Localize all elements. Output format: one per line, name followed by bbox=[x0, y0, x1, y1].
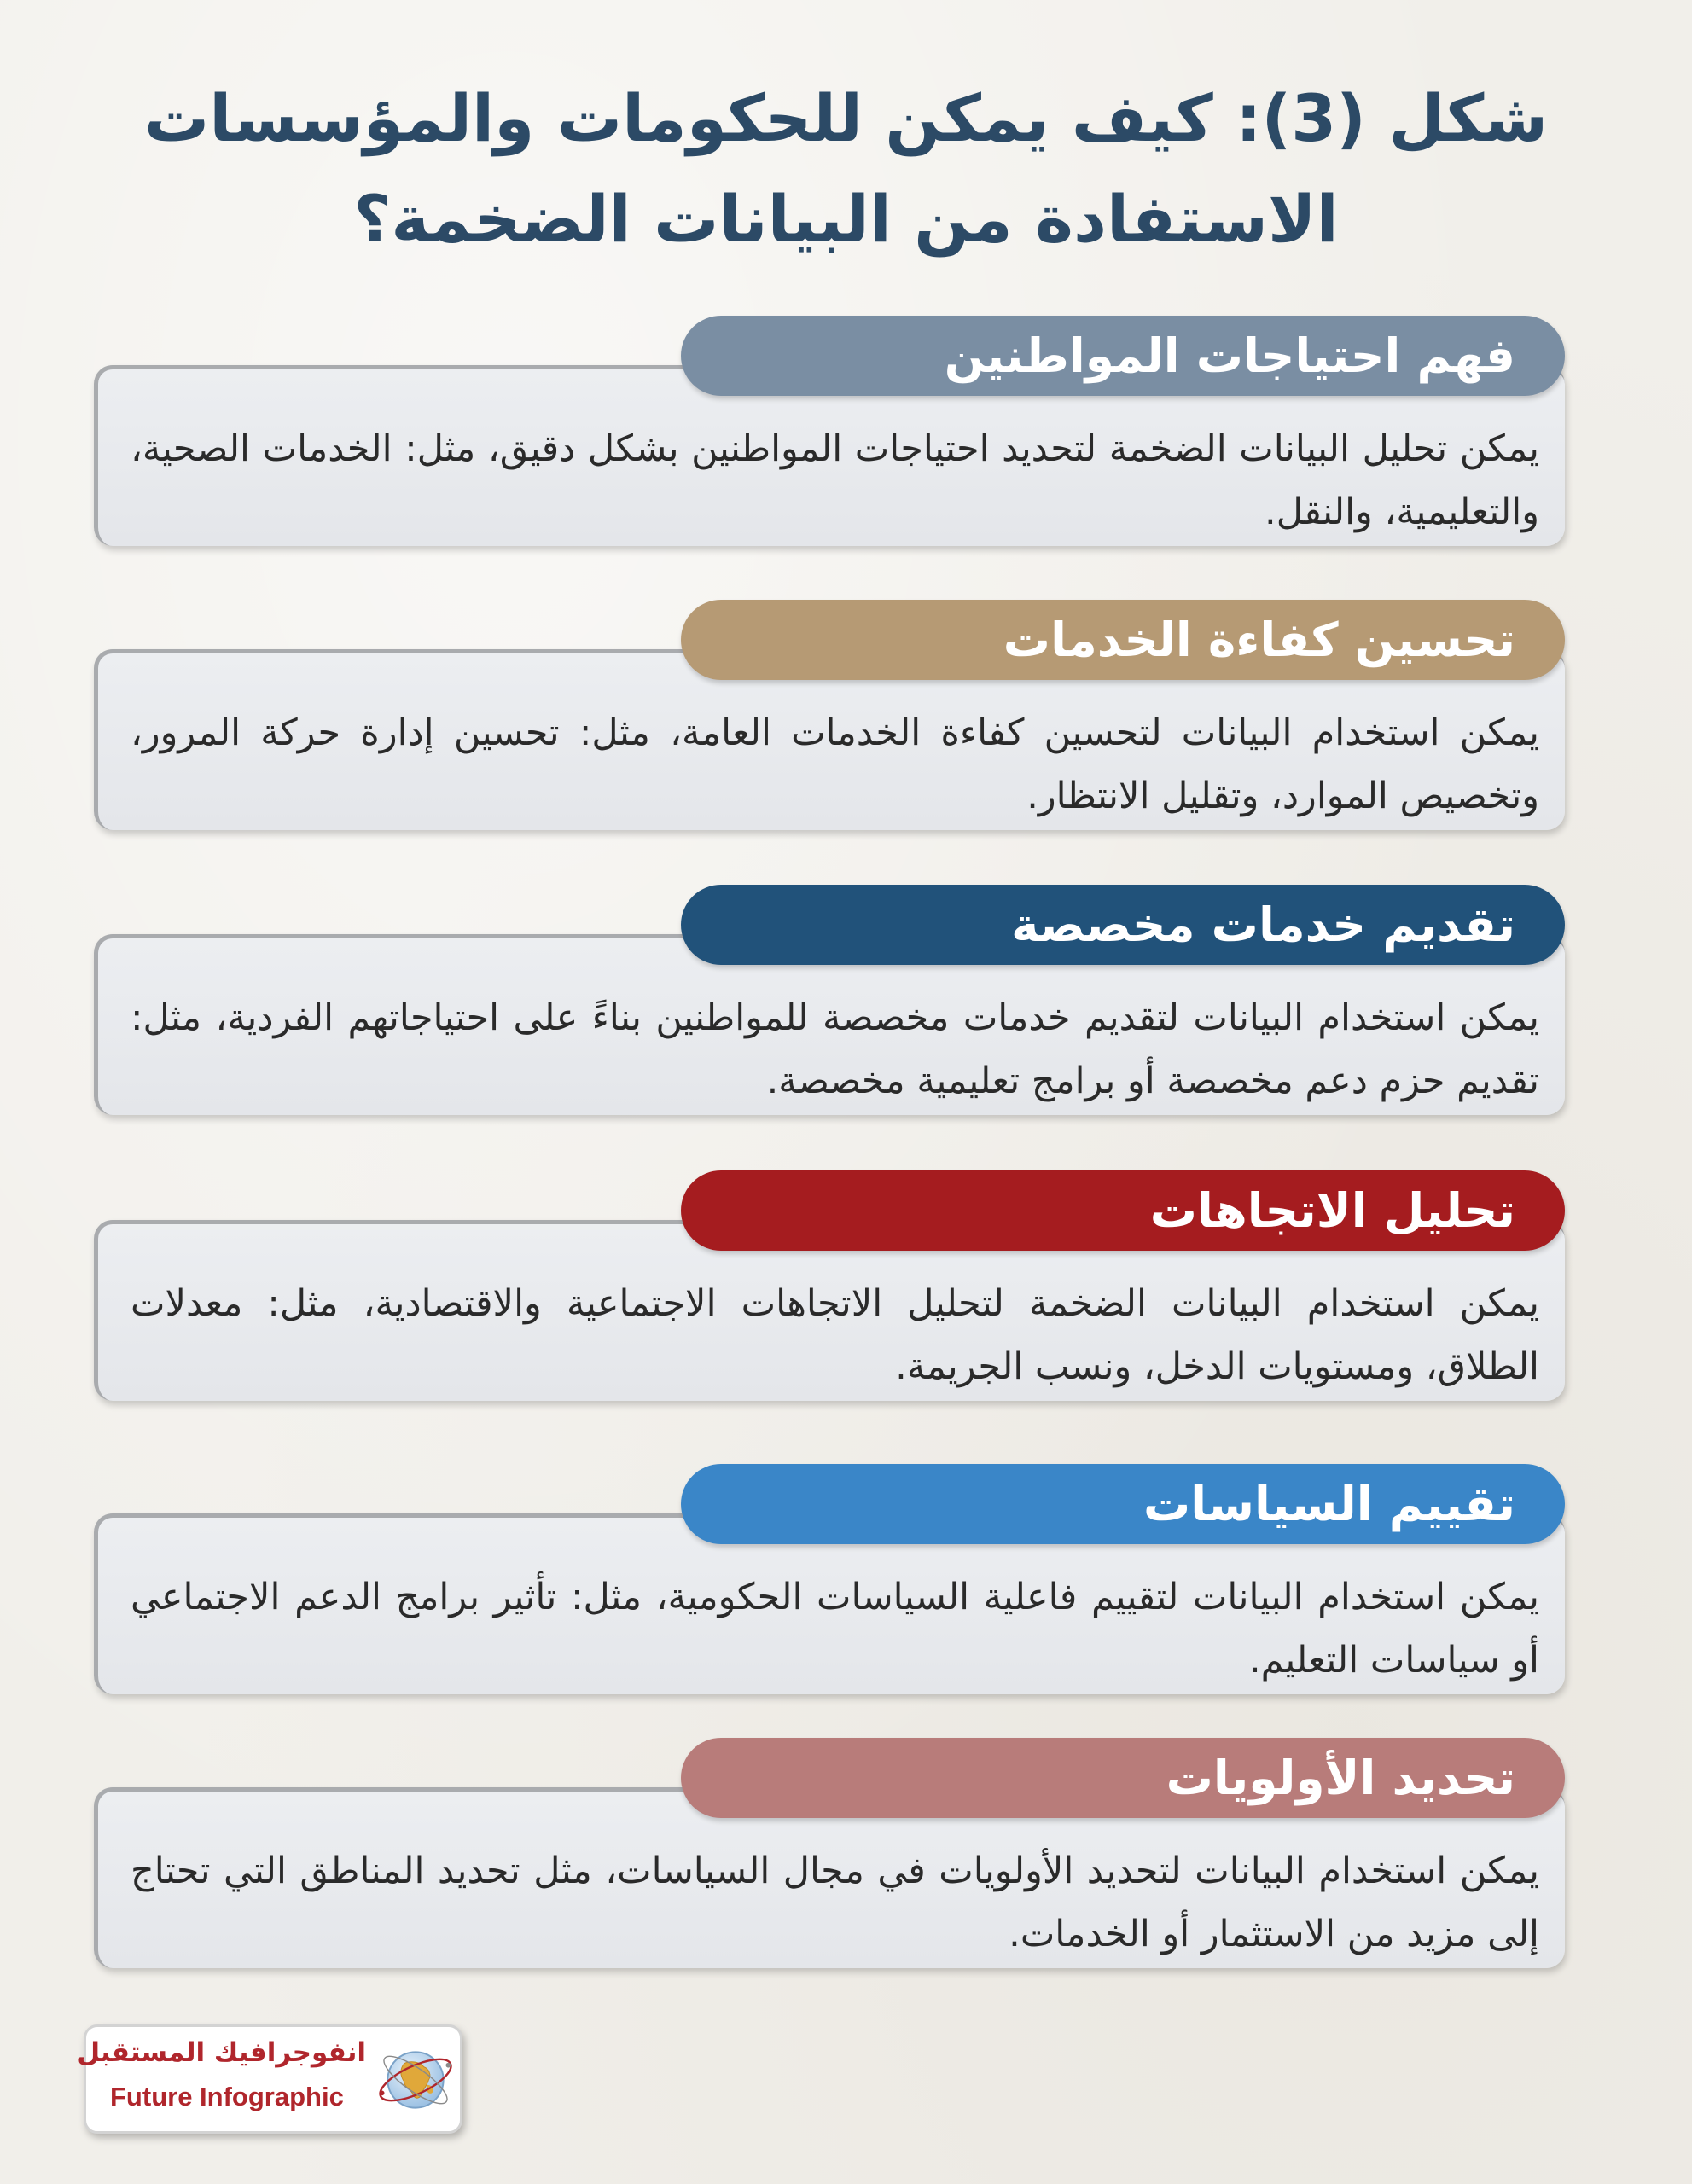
section-header-pill bbox=[681, 1170, 1565, 1251]
section-text: يمكن استخدام البيانات لتحسين كفاءة الخدمات العامة، مثل: تحسين إدارة حركة المرور، وتخصيص الموارد، وتقليل الانتظار. bbox=[131, 712, 1539, 817]
section-heading: تحليل الاتجاهات bbox=[1149, 1183, 1515, 1238]
section-text: يمكن استخدام البيانات لتقييم فاعلية السياسات الحكومية، مثل: تأثير برامج الدعم الاجتماعي أو سياسات التعليم. bbox=[131, 1576, 1539, 1682]
section-heading: تحسين كفاءة الخدمات bbox=[1003, 613, 1515, 667]
section-heading: تحديد الأولويات bbox=[1166, 1751, 1515, 1805]
section-header-pill bbox=[681, 885, 1565, 965]
section-priorities bbox=[0, 1738, 1692, 1985]
page-title bbox=[0, 68, 1692, 270]
section-heading: تقييم السياسات bbox=[1143, 1477, 1515, 1531]
section-header-pill bbox=[681, 316, 1565, 396]
section-header-pill bbox=[681, 1738, 1565, 1818]
section-trend-analysis bbox=[0, 1170, 1692, 1418]
logo-name-english: Future Infographic bbox=[110, 2082, 344, 2111]
brand-logo bbox=[77, 2024, 462, 2134]
section-text: يمكن استخدام البيانات لتقديم خدمات مخصصة للمواطنين بناءً على احتياجاتهم الفردية، مثل: تقديم حزم دعم مخصصة أو برامج تعليمية مخصصة. bbox=[131, 996, 1539, 1102]
title-line-2: الاستفادة من البيانات الضخمة؟ bbox=[353, 181, 1339, 257]
section-heading: تقديم خدمات مخصصة bbox=[1011, 897, 1515, 952]
section-text: يمكن تحليل البيانات الضخمة لتحديد احتياجات المواطنين بشكل دقيق، مثل: الخدمات الصحية، والتعليمية، والنقل. bbox=[131, 427, 1539, 533]
section-header-pill bbox=[681, 600, 1565, 680]
logo-name-arabic: انفوجرافيك المستقبل bbox=[77, 2037, 366, 2068]
section-citizen-needs bbox=[0, 316, 1692, 563]
globe-icon bbox=[375, 2039, 456, 2121]
section-policy-evaluation bbox=[0, 1464, 1692, 1711]
section-heading: فهم احتياجات المواطنين bbox=[944, 328, 1515, 383]
section-service-efficiency bbox=[0, 600, 1692, 847]
section-text: يمكن استخدام البيانات لتحديد الأولويات في مجال السياسات، مثل تحديد المناطق التي تحتاج إلى مزيد من الاستثمار أو الخدمات. bbox=[131, 1850, 1539, 1955]
section-header-pill bbox=[681, 1464, 1565, 1544]
title-line-1: شكل (3): كيف يمكن للحكومات والمؤسسات bbox=[143, 80, 1549, 156]
section-text: يمكن استخدام البيانات الضخمة لتحليل الاتجاهات الاجتماعية والاقتصادية، مثل: معدلات الطلاق، ومستويات الدخل، ونسب الجريمة. bbox=[131, 1282, 1539, 1388]
section-custom-services bbox=[0, 885, 1692, 1132]
